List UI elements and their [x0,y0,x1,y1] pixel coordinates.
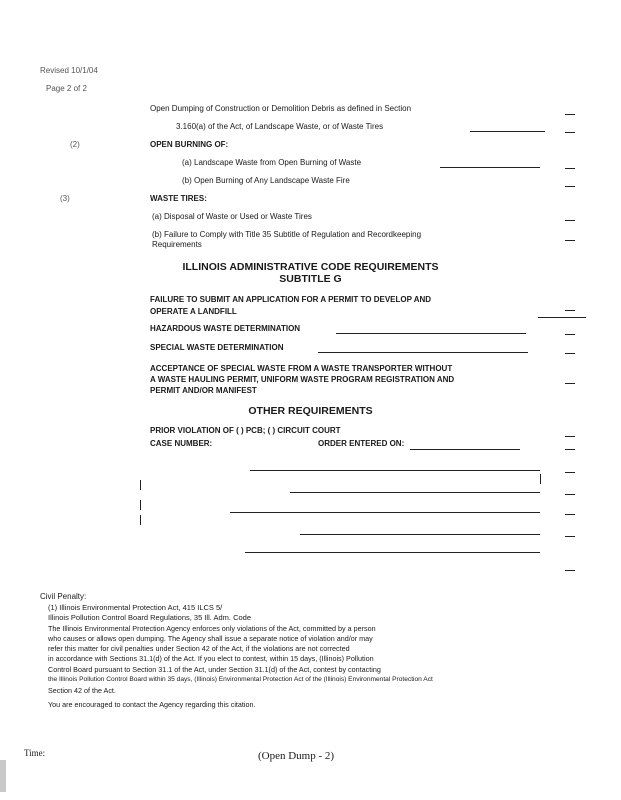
item-tire-compliance-cont: Requirements [152,240,202,249]
notes-line: Section 42 of the Act. [48,686,116,695]
notes-heading: Civil Penalty: [40,592,87,601]
divider [140,515,141,525]
other-item-prior-violation: PRIOR VIOLATION OF ( ) PCB; ( ) CIRCUIT COURT [150,426,341,435]
item-open-burning: OPEN BURNING OF: [150,140,229,149]
admin-item-acceptance-cont2: PERMIT AND/OR MANIFEST [150,386,257,395]
divider [140,480,141,490]
checkbox[interactable] [565,300,575,311]
notes-line: in accordance with Sections 31.1(d) of the Act. If you elect to contest, within 15 days, (Illinois) Pollution [48,654,374,663]
item-number: (3) [60,194,70,203]
divider [540,474,541,484]
blank-line [250,470,540,471]
admin-item-acceptance-cont: A WASTE HAULING PERMIT, UNIFORM WASTE PROGRAM REGISTRATION AND [150,375,455,384]
checkbox[interactable] [565,462,575,473]
checkbox[interactable] [565,324,575,335]
notes-line: who causes or allows open dumping. The Agency shall issue a separate notice of violation and/or may [48,634,373,643]
admin-item-acceptance: ACCEPTANCE OF SPECIAL WASTE FROM A WASTE TRANSPORTER WITHOUT [150,364,453,373]
item-number: (2) [70,140,80,149]
checkbox[interactable] [565,158,575,169]
blank-line [300,534,540,535]
other-item-case-number: CASE NUMBER: [150,439,213,448]
notes-line: You are encouraged to contact the Agency regarding this citation. [48,700,256,709]
checkbox[interactable] [565,426,575,437]
checkbox[interactable] [565,526,575,537]
notes-line: Illinois Pollution Control Board Regulations, 35 Ill. Adm. Code [48,613,252,622]
blank-line [245,552,540,553]
checkbox[interactable] [565,230,575,241]
fill-line [538,317,586,318]
fill-line [440,167,540,168]
checkbox[interactable] [565,343,575,354]
notes-line: refer this matter for civil penalties under Section 42 of the Act, if the violations are not corrected [48,644,350,653]
admin-item-permit: FAILURE TO SUBMIT AN APPLICATION FOR A PERMIT TO DEVELOP AND [150,295,432,304]
item-waste-tires: WASTE TIRES: [150,194,207,203]
item-tire-compliance: (b) Failure to Comply with Title 35 Subtitle of Regulation and Recordkeeping [152,230,422,239]
admin-item-special: SPECIAL WASTE DETERMINATION [150,343,284,352]
footer-left: Time: [24,748,46,758]
checkbox[interactable] [565,373,575,384]
section-subtitle-admin: SUBTITLE G [279,273,342,285]
admin-item-permit-cont: OPERATE A LANDFILL [150,307,237,316]
blank-line [230,512,540,513]
section-title-admin: ILLINOIS ADMINISTRATIVE CODE REQUIREMENTS [182,261,439,273]
fill-line [336,333,526,334]
notes-line: Control Board pursuant to Section 31.1 of the Act, under Section 31.1(d) of the Act, contest by contacting [48,665,381,674]
fill-line [410,449,520,450]
item-landscape-fire: (b) Open Burning of Any Landscape Waste Fire [182,176,350,185]
checkbox[interactable] [565,439,575,450]
item-tire-disposal: (a) Disposal of Waste or Used or Waste Tires [152,212,312,221]
admin-item-hazardous: HAZARDOUS WASTE DETERMINATION [150,324,301,333]
fill-line [470,131,545,132]
checkbox[interactable] [565,176,575,187]
revision-line: Revised 10/1/04 [40,66,98,75]
checkbox[interactable] [565,504,575,515]
checkbox[interactable] [565,560,575,571]
fill-line [318,352,528,353]
notes-line: the Illinois Pollution Control Board within 35 days, (Illinois) Environmental Protection Act of the (Illinois) Environmental Protection Act [48,676,433,683]
section-title-other: OTHER REQUIREMENTS [248,405,373,417]
footer-center: (Open Dump - 2) [258,750,335,762]
divider [140,500,141,510]
checkbox[interactable] [565,484,575,495]
scan-edge [0,760,6,792]
item-open-dumping: Open Dumping of Construction or Demolition Debris as defined in Section [150,104,412,113]
item-open-dumping-cont: 3.160(a) of the Act, of Landscape Waste, or of Waste Tires [176,122,384,131]
notes-line: The Illinois Environmental Protection Agency enforces only violations of the Act, committed by a person [48,624,376,633]
notes-line: (1) Illinois Environmental Protection Act, 415 ILCS 5/ [48,603,223,612]
checkbox[interactable] [565,104,575,115]
blank-line [290,492,540,493]
other-item-order-entered: ORDER ENTERED ON: [318,439,405,448]
checkbox[interactable] [565,122,575,133]
checkbox[interactable] [565,210,575,221]
item-landscape-waste: (a) Landscape Waste from Open Burning of Waste [182,158,362,167]
page-count-line: Page 2 of 2 [46,84,87,93]
